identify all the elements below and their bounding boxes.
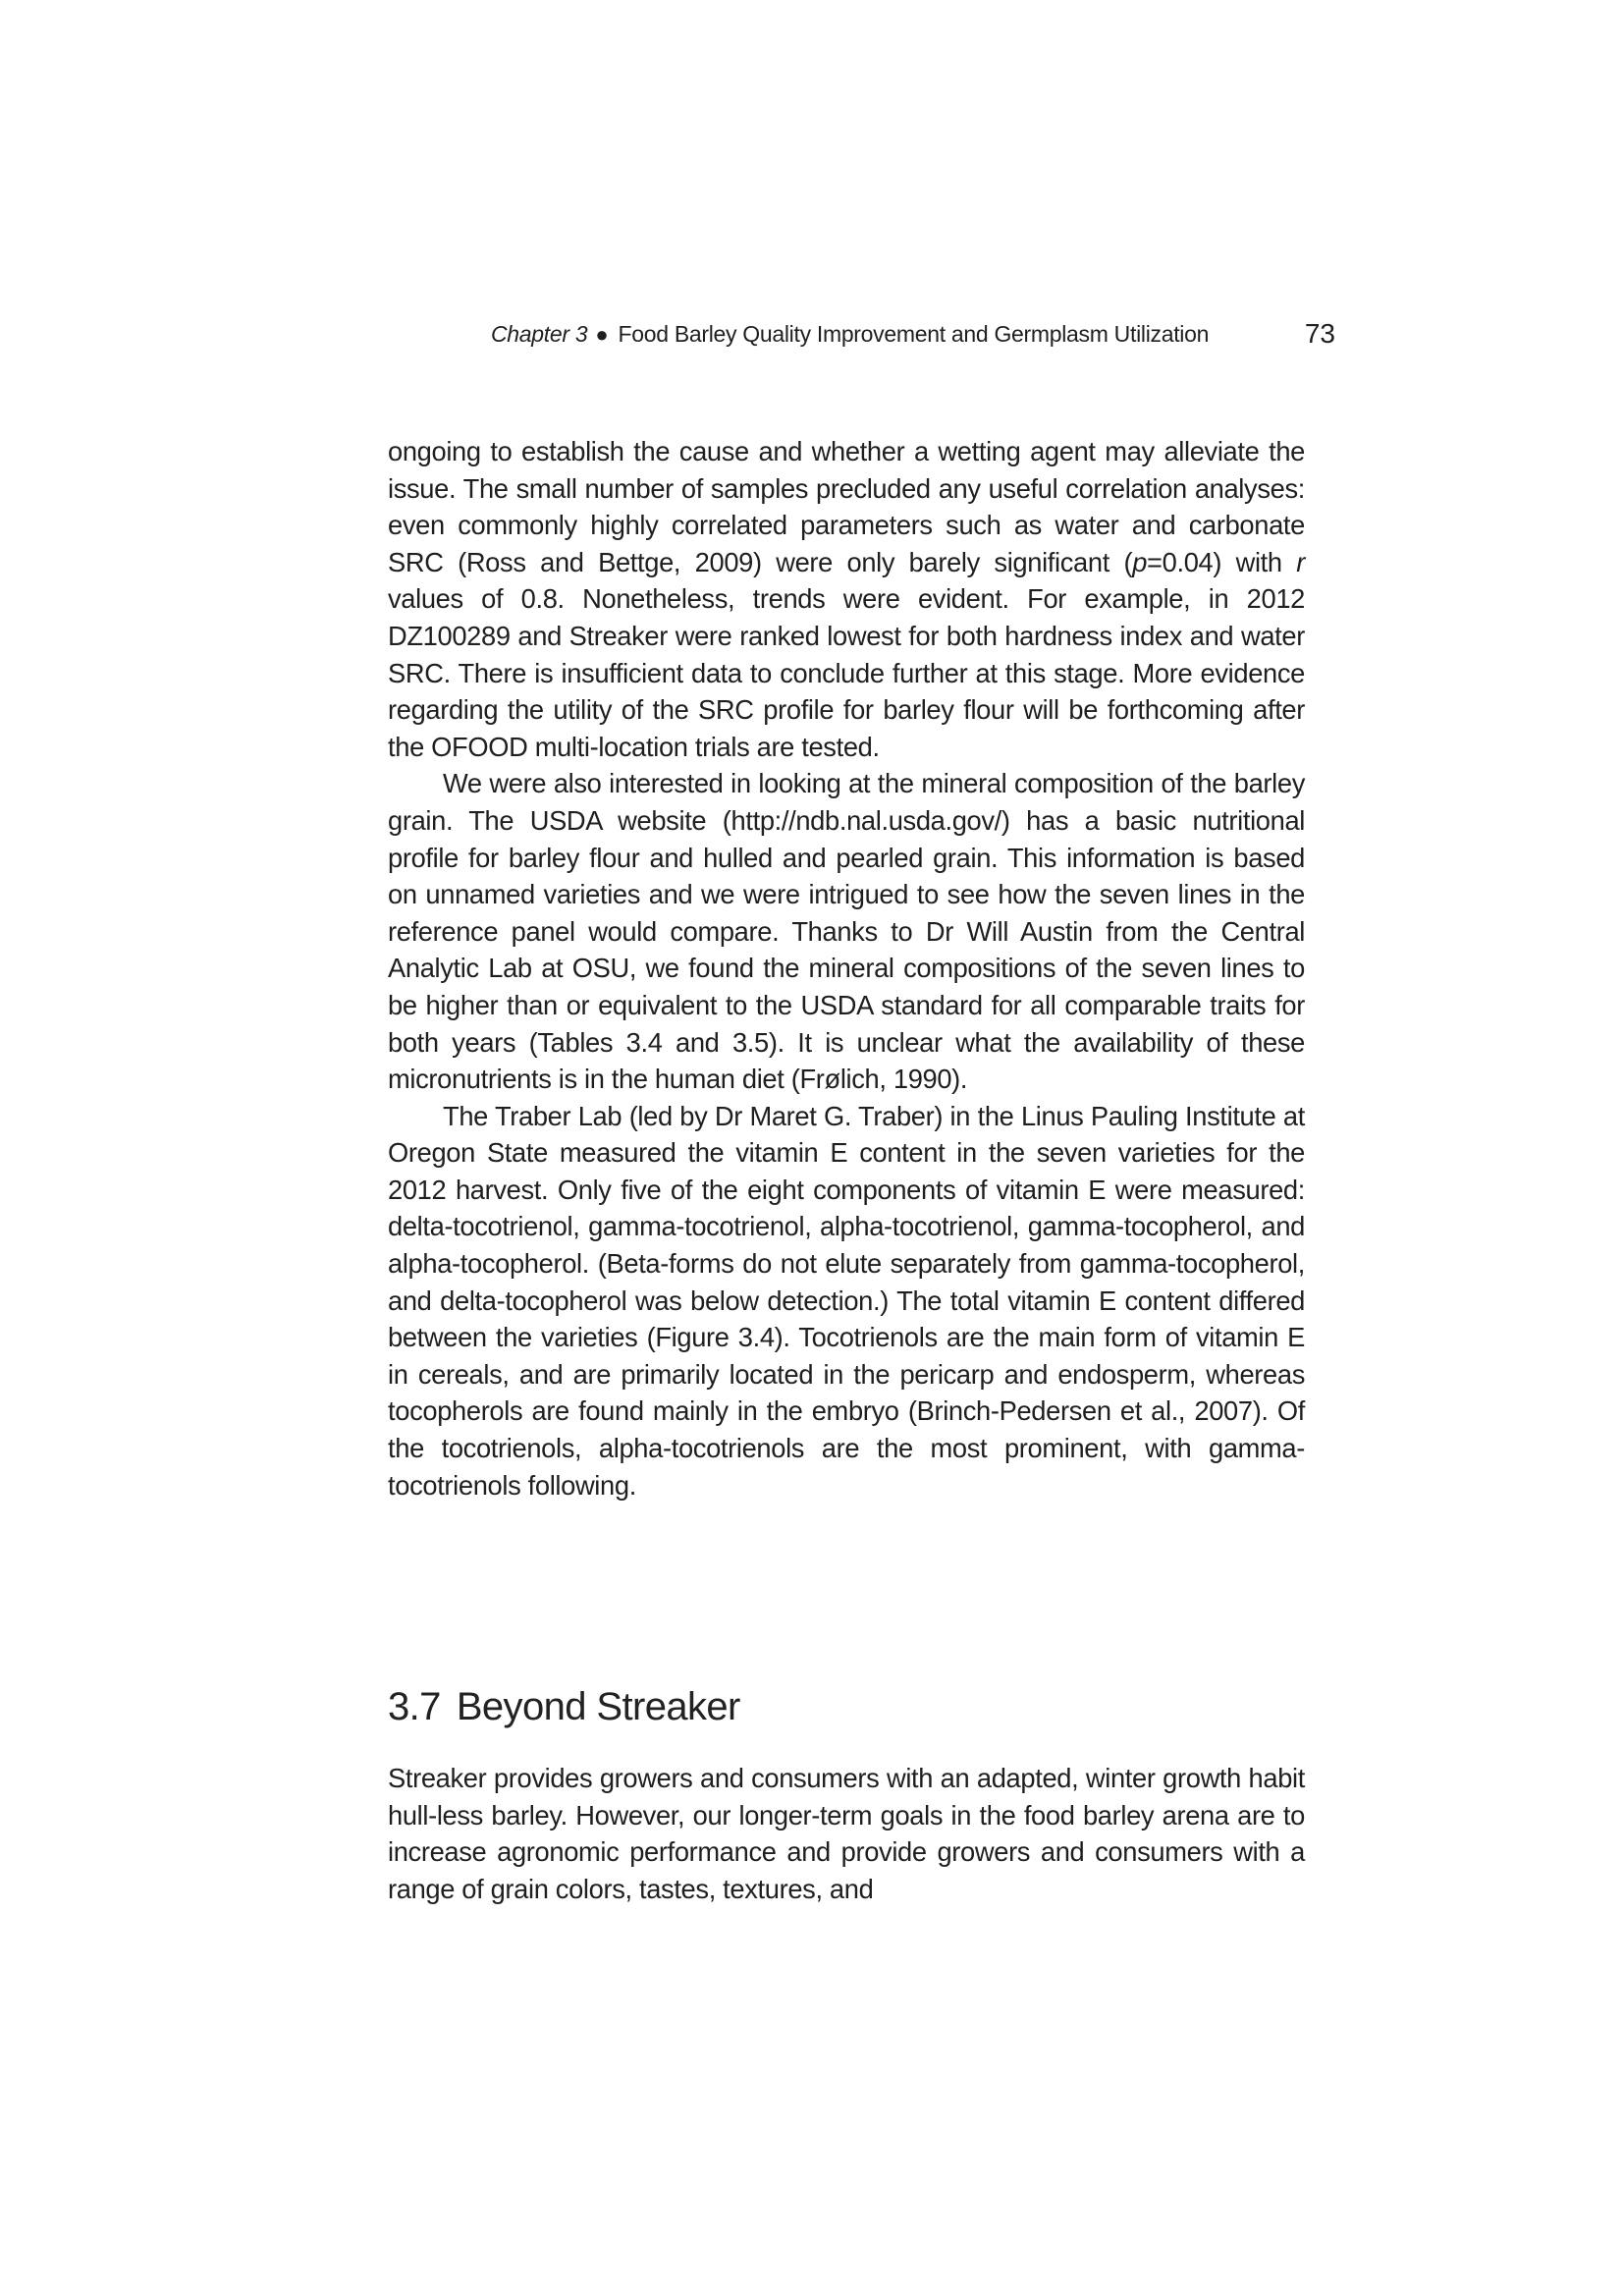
running-header [491, 316, 1335, 352]
section-body-text [388, 1760, 1305, 1907]
section-title: Beyond Streaker [456, 1685, 740, 1728]
paragraph-text: ongoing to establish the cause and whether a wetting agent may alleviate the issue. The small number of samples precluded any useful correlation analyses: even commonly highly correlated parameters such as water and carbonate SRC (Ross and Bettge, 2009) were only barely significant ( [388, 436, 1305, 577]
section-heading [388, 1679, 740, 1734]
paragraph-text: values of 0.8. Nonetheless, trends were evident. For example, in 2012 DZ100289 and Streaker were ranked lowest for both hardness index and water SRC. There is insufficient data to conclude further at this stage. More evidence regarding the utility of the SRC profile for barley flour will be forthcoming after the OFOOD multi-location trials are tested. [388, 583, 1305, 762]
chapter-label: Chapter 3 [491, 321, 588, 347]
r-value-symbol: r [1296, 546, 1306, 577]
p-value-symbol: p [1132, 546, 1148, 577]
page-number: 73 [1304, 318, 1335, 349]
paragraph-text: =0.04) with [1147, 546, 1297, 577]
paragraph-src-analysis [388, 433, 1305, 765]
paragraph-mineral-composition: We were also interested in looking at the mineral composition of the barley grain. The USDA website (http://ndb.nal.usda.gov/) has a basic nutritional profile for barley flour and hulled and pearled grain. This information is based on unnamed varieties and we were intrigued to see how the seven lines in the reference panel would compare. Thanks to Dr Will Austin from the Central Analytic Lab at OSU, we found the mineral compositions of the seven lines to be higher than or equivalent to the USDA standard for all comparable traits for both years (Tables 3.4 and 3.5). It is unclear what the availability of these micronutrients is in the human diet (Frølich, 1990). [388, 768, 1305, 1095]
paragraph-beyond-streaker: Streaker provides growers and consumers with an adapted, winter growth habit hull-less barley. However, our longer-term goals in the food barley arena are to increase agronomic performance and provide growers and consumers with a range of grain colors, tastes, textures, and [388, 1763, 1305, 1904]
section-number: 3.7 [388, 1685, 441, 1728]
chapter-title: Food Barley Quality Improvement and Germplasm Utilization [618, 321, 1210, 347]
paragraph-vitamin-e: The Traber Lab (led by Dr Maret G. Traber) in the Linus Pauling Institute at Oregon State measured the vitamin E content in the seven varieties for the 2012 harvest. Only five of the eight components of vitamin E were measured: delta-tocotrienol, gamma-tocotrienol, alpha-tocotrienol, gamma-tocopherol, and alpha-tocopherol. (Beta-forms do not elute separately from gamma-tocopherol, and delta-tocopherol was below detection.) The total vitamin E content differed between the varieties (Figure 3.4). Tocotrienols are the main form of vitamin E in cereals, and are primarily located in the pericarp and endosperm, whereas tocopherols are found mainly in the embryo (Brinch-Pedersen et al., 2007). Of the tocotrienols, alpha-tocotrienols are the most prominent, with gamma-tocotrienols following. [388, 1100, 1305, 1501]
bullet-separator-icon: ● [595, 322, 609, 347]
body-text [388, 433, 1305, 1503]
